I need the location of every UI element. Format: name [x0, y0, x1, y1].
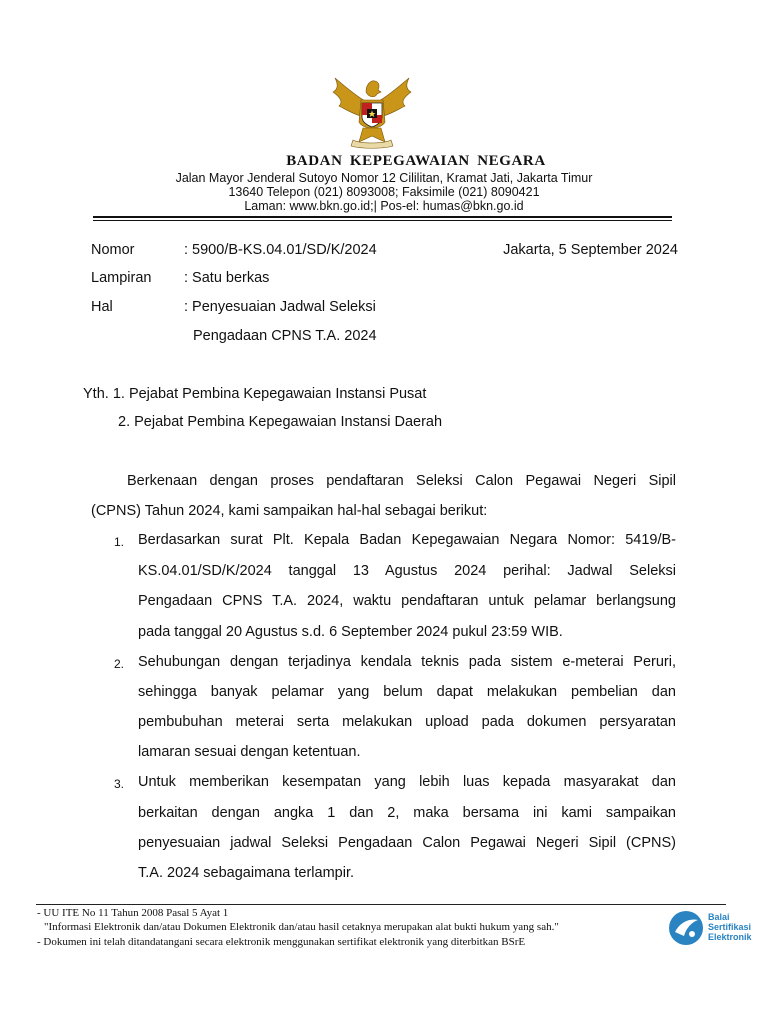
list-item-line: T.A. 2024 sebagaimana terlampir.: [138, 865, 355, 881]
organization-name: BADAN KEPEGAWAIAN NEGARA: [286, 153, 546, 169]
list-item-line: sehingga banyak pelamar yang belum dapat melakukan pembelian dan: [138, 684, 676, 700]
recipient-line-1: Yth. 1. Pejabat Pembina Kepegawaian Instansi Pusat: [83, 386, 427, 402]
contact-line: 13640 Telepon (021) 8093008; Faksimile (021) 8090421: [228, 185, 540, 199]
website-line: Laman: www.bkn.go.id;| Pos-el: humas@bkn.go.id: [244, 199, 524, 213]
list-number: 3.: [114, 777, 125, 791]
address-line: Jalan Mayor Jenderal Sutoyo Nomor 12 Cililitan, Kramat Jati, Jakarta Timur: [175, 171, 593, 185]
footer-law-quote: "Informasi Elektronik dan/atau Dokumen Elektronik dan/atau hasil cetaknya merupakan alat bukti hukum yang sah.": [44, 921, 559, 933]
list-item-line: berkaitan dengan angka 1 dan 2, maka bersama ini kami sampaikan: [138, 805, 676, 821]
letter-date: Jakarta, 5 September 2024: [503, 242, 678, 258]
hal-label: Hal: [91, 299, 113, 315]
list-number: 1.: [114, 535, 125, 549]
bsre-logo-icon: [666, 908, 706, 948]
header-divider-thin: [93, 220, 672, 221]
footer-divider: [36, 904, 726, 905]
list-number: 2.: [114, 657, 125, 671]
header-divider-thick: [93, 216, 672, 218]
hal-value-continued: Pengadaan CPNS T.A. 2024: [193, 328, 377, 344]
list-item-line: Berdasarkan surat Plt. Kepala Badan Kepegawaian Negara Nomor: 5419/B-: [138, 532, 676, 548]
list-item-line: lamaran sesuai dengan ketentuan.: [138, 744, 361, 760]
nomor-label: Nomor: [91, 242, 135, 258]
bsre-wordmark: Balai Sertifikasi Elektronik: [708, 912, 752, 942]
list-item-line: pada tanggal 20 Agustus s.d. 6 September 2024 pukul 23:59 WIB.: [138, 624, 563, 640]
list-item-line: Untuk memberikan kesempatan yang lebih luas kepada masyarakat dan: [138, 774, 676, 790]
footer-law-reference: - UU ITE No 11 Tahun 2008 Pasal 5 Ayat 1: [37, 907, 229, 919]
list-item-line: KS.04.01/SD/K/2024 tanggal 13 Agustus 2024 perihal: Jadwal Seleksi: [138, 563, 676, 579]
garuda-pancasila-emblem: [331, 72, 413, 150]
lampiran-label: Lampiran: [91, 270, 152, 286]
list-item-line: pembubuhan meterai serta melakukan upload pada dokumen persyaratan: [138, 714, 676, 730]
intro-paragraph-line: (CPNS) Tahun 2024, kami sampaikan hal-hal sebagai berikut:: [91, 503, 488, 519]
footer-signature-note: - Dokumen ini telah ditandatangani secara elektronik menggunakan sertifikat elektronik yang diterbitkan BSrE: [37, 936, 526, 948]
list-item-line: Pengadaan CPNS T.A. 2024, waktu pendaftaran untuk pelamar berlangsung: [138, 593, 676, 609]
lampiran-value: : Satu berkas: [184, 270, 270, 286]
recipient-line-2: 2. Pejabat Pembina Kepegawaian Instansi Daerah: [118, 414, 443, 430]
list-item-line: Sehubungan dengan terjadinya kendala teknis pada sistem e-meterai Peruri,: [138, 654, 676, 670]
nomor-value: : 5900/B-KS.04.01/SD/K/2024: [184, 242, 377, 258]
list-item-line: penyesuaian jadwal Seleksi Pengadaan Calon Pegawai Negeri Sipil (CPNS): [138, 835, 676, 851]
intro-paragraph-line: Berkenaan dengan proses pendaftaran Seleksi Calon Pegawai Negeri Sipil: [127, 473, 676, 489]
hal-value: : Penyesuaian Jadwal Seleksi: [184, 299, 376, 315]
